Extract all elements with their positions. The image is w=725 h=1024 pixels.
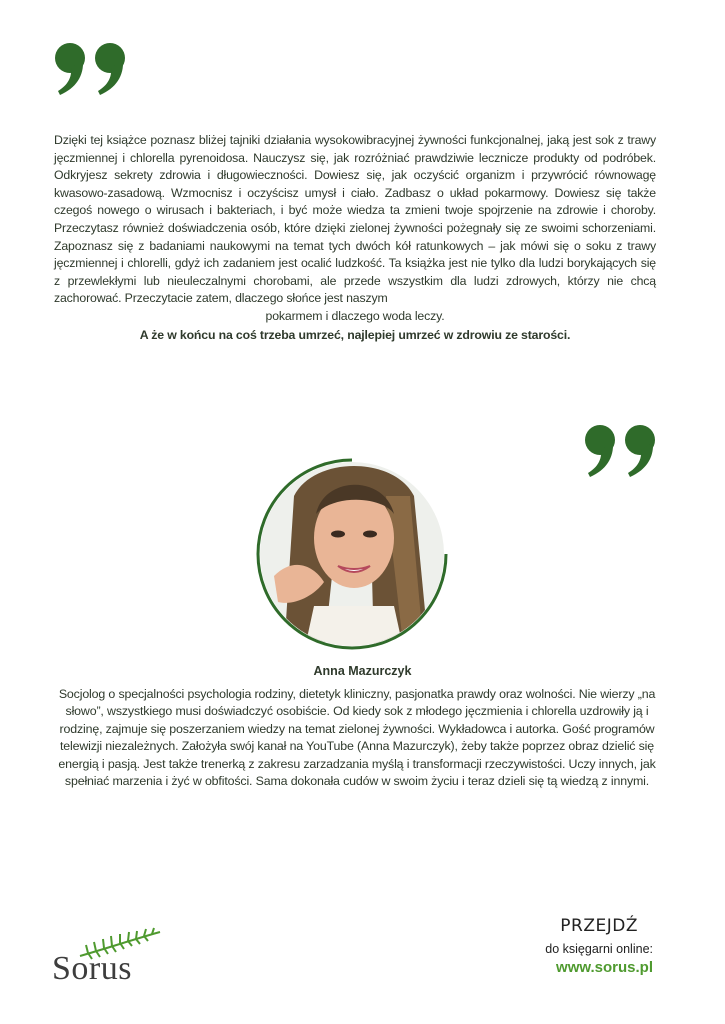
description-closing-line: A że w końcu na coś trzeba umrzeć, najlepiej umrzeć w zdrowiu ze starości. (139, 327, 571, 342)
description-paragraph-tail: pokarmem i dlaczego woda leczy. (265, 308, 445, 323)
author-portrait (254, 456, 450, 652)
cta-subtitle: do księgarni online: (545, 942, 653, 956)
author-bio: Socjolog o specjalności psychologia rodziny, dietetyk kliniczny, pasjonatka prawdy oraz wolności. Nie wierzy „na słowo”, wszystkiego musi doświadczyć osobiście. Od kiedy sok z młodego jęczmienia i chlorella uzdrowiły ją i rodzinę, zajmuje się poszerzaniem wiedzy na temat zielonej żywności. Wykładowca i autorka. Gość programów telewizji niezależnych. Założyła swój kanał na YouTube (Anna Mazurczyk), żeby także poprzez obraz dzielić się energią i pasją. Jest także trenerką z zakresu zarzadzania myślą i transformacji rzeczywistości. Uczy innych, jak spełniać marzenia i żyć w obfitości. Sama dokonała cudów w swoim życiu i teraz dzieli się tą wiedzą z innymi. (58, 687, 656, 789)
store-url-link[interactable]: www.sorus.pl (556, 959, 653, 976)
quote-mark-top-icon (54, 42, 128, 96)
store-link-block[interactable] (545, 916, 653, 976)
publisher-logo[interactable] (52, 926, 162, 990)
cta-title: PRZEJDŹ (560, 916, 638, 936)
quote-mark-bottom-icon (584, 424, 658, 478)
book-description (54, 132, 656, 344)
description-paragraph: Dzięki tej książce poznasz bliżej tajniki działania wysokowibracyjnej żywności funkcjonalnej, jaką jest sok z trawy jęczmiennej i chlorella pyrenoidosa. Nauczysz się, jak rozróżniać prawdziwie lecznicze produkty od podróbek. Odkryjesz sekrety zdrowia i długowieczności. Dowiesz się, jak oczyścić organizm i przywrócić równowagę kwasowo-zasadową. Wzmocnisz i oczyścisz umysł i ciało. Zadbasz o układ pokarmowy. Dowiesz się także czegoś nowego o wirusach i bakteriach, i być może wiedza ta zmieni twoje spojrzenie na zdrowie i choroby. Przeczytasz również doświadczenia osób, które dzięki zielonej żywności pożegnały się ze swoimi schorzeniami. Zapoznasz się z badaniami naukowymi na temat tych dwóch kół ratunkowych – jak mówi się o soku z trawy jęczmiennej i chlorelli, gdyż ich zadaniem jest ocalić ludzkość. Ta książka jest nie tylko dla ludzi borykających się z przewlekłymi lub nieuleczalnymi chorobami, ale przede wszystkim dla ludzi zdrowych, którzy nie chcą zachorować. Przeczytacie zatem, dlaczego słońce jest naszym (54, 133, 656, 306)
author-name: Anna Mazurczyk (313, 664, 412, 678)
logo-wordmark: Sorus (52, 950, 132, 987)
